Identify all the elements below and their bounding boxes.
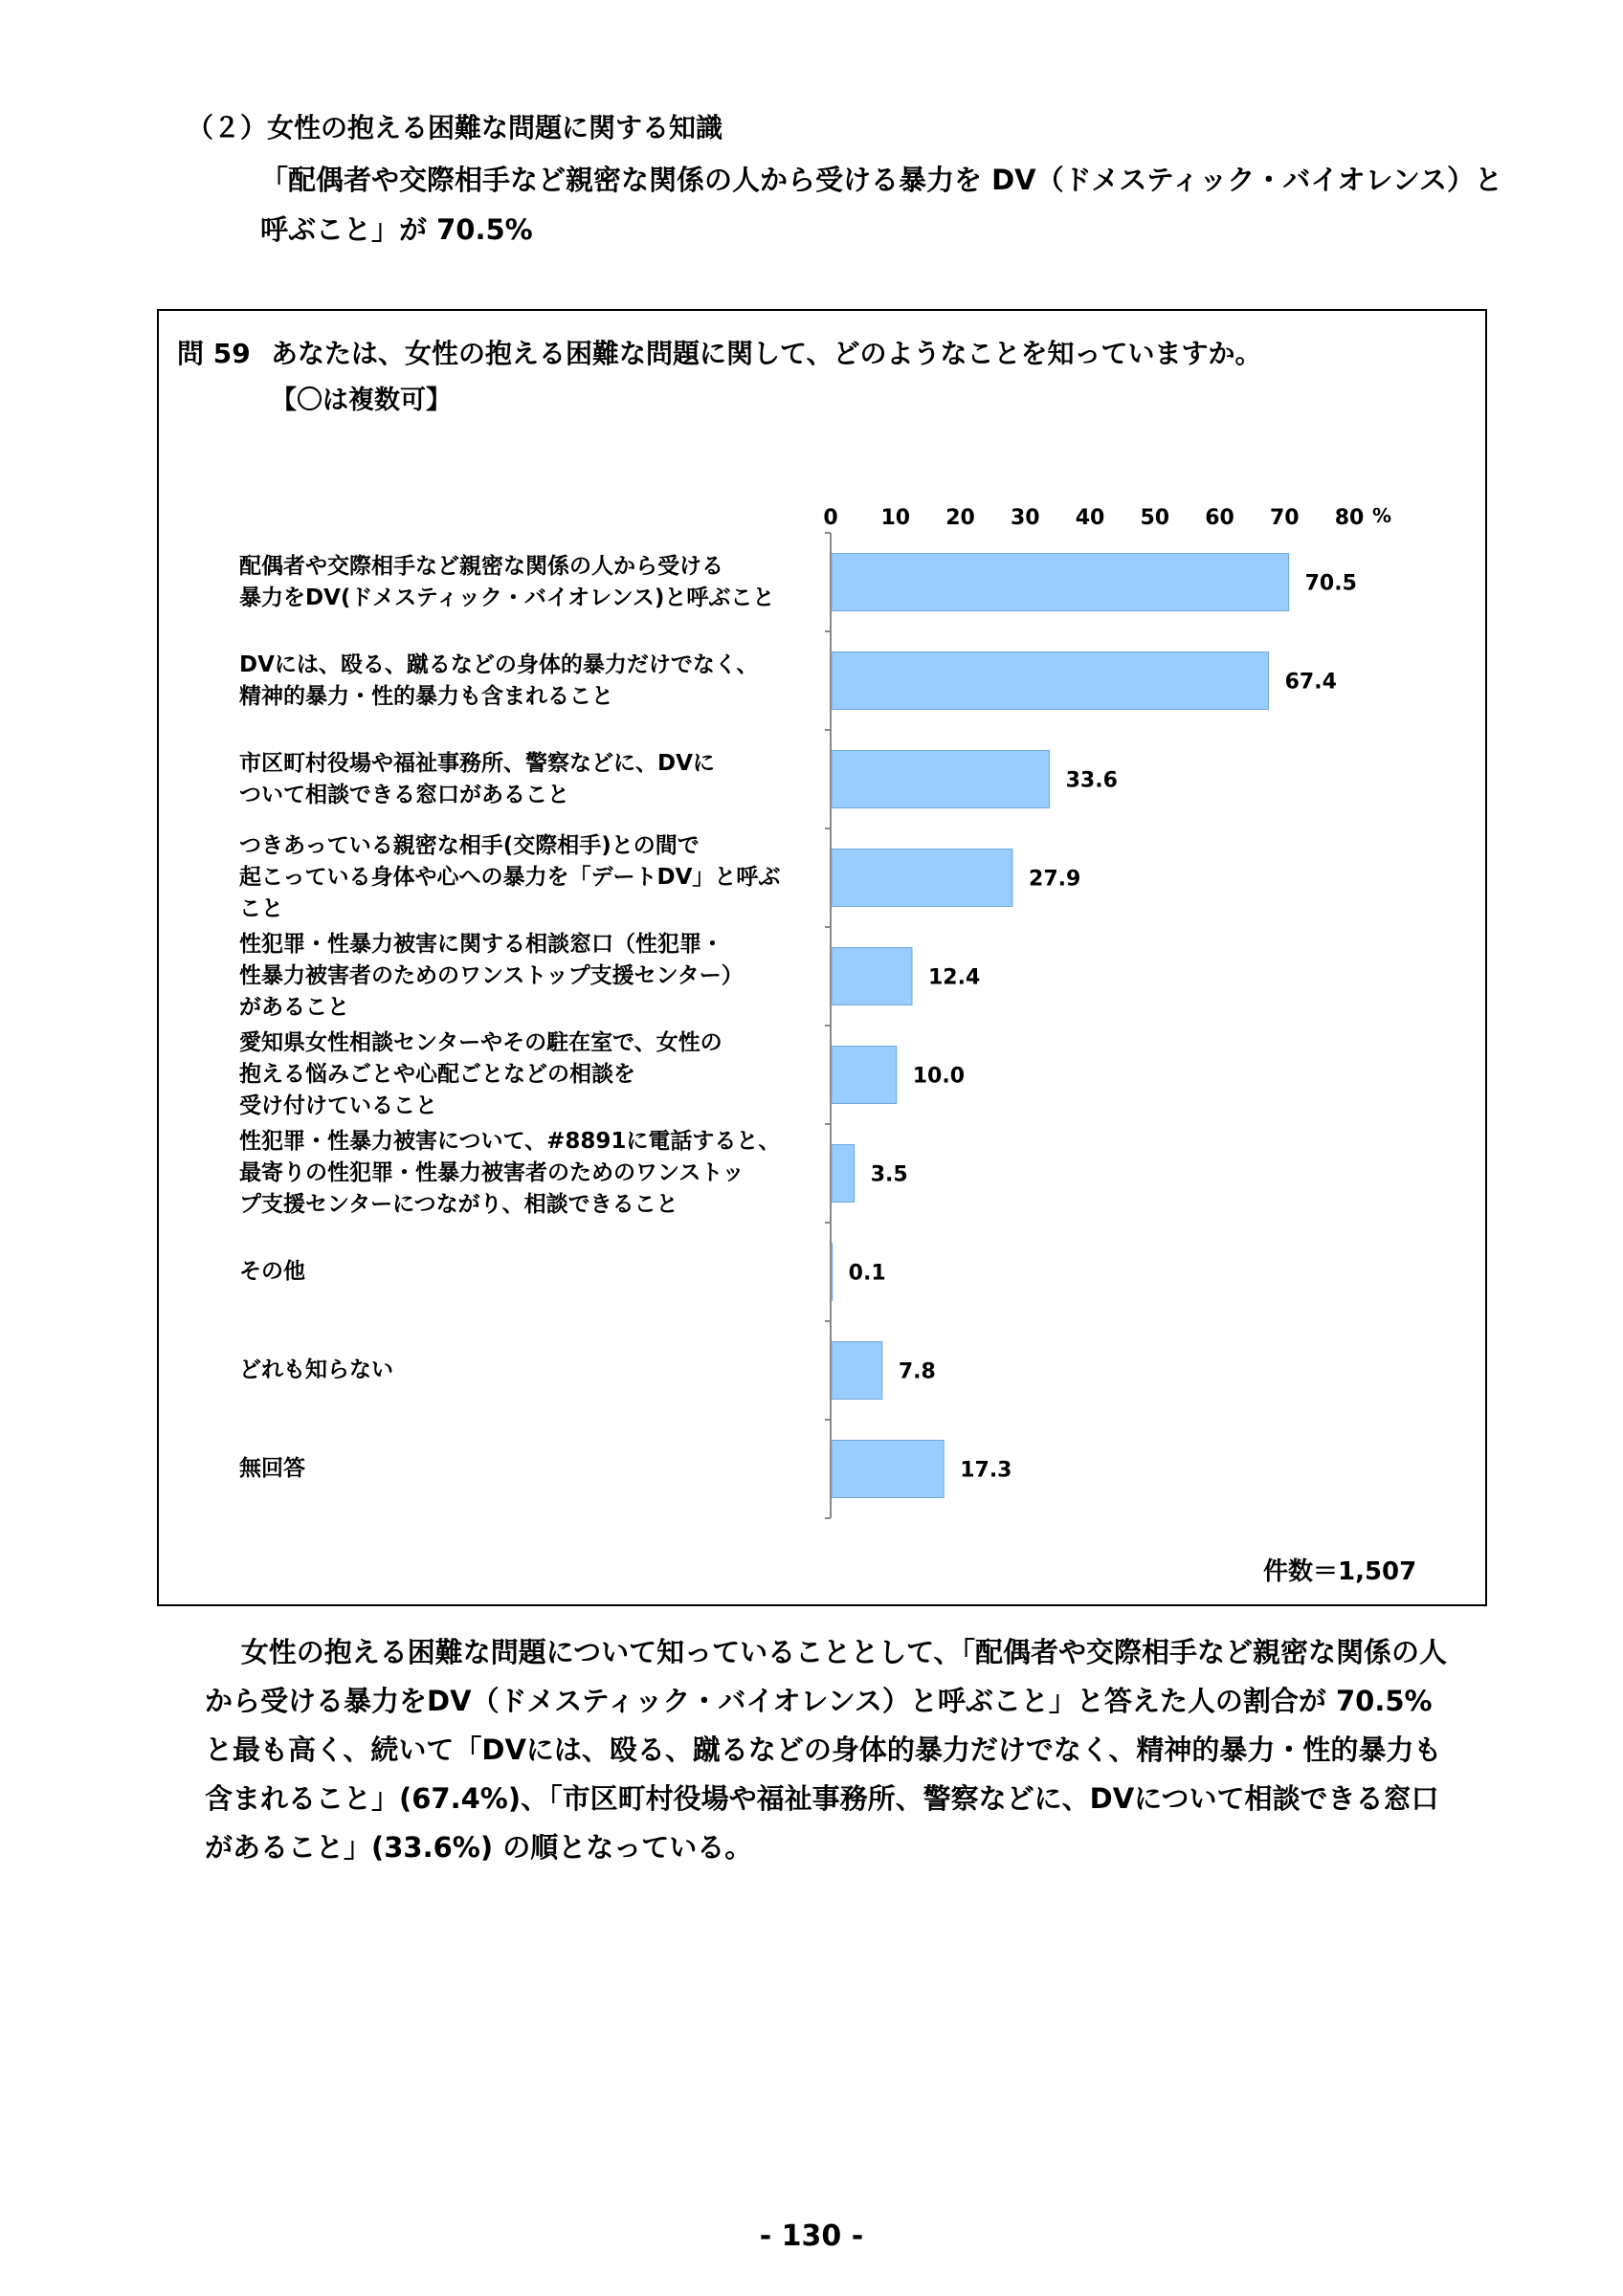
bar-value-label: 3.5 xyxy=(870,1162,908,1187)
bar-value-label: 33.6 xyxy=(1065,768,1118,793)
bar xyxy=(832,751,1050,808)
bar xyxy=(832,1047,897,1104)
bar-value-label: 27.9 xyxy=(1029,867,1081,892)
category-label: どれも知らない xyxy=(239,1358,393,1382)
bar-value-label: 7.8 xyxy=(898,1359,936,1384)
question-text: あなたは、女性の抱える困難な問題に関して、どのようなことを知っていますか。 xyxy=(271,338,1262,369)
bar-value-label: 10.0 xyxy=(912,1064,966,1089)
x-tick-label: 70 xyxy=(1269,506,1300,530)
question-note: 【〇は複数可】 xyxy=(271,386,452,415)
category-label: 市区町村役場や福祉事務所、警察などに、DVに ついて相談できる窓口があること xyxy=(239,750,715,807)
x-tick-label: 80 xyxy=(1334,506,1365,530)
question-number: 問 59 xyxy=(177,338,251,369)
result-paragraph: 女性の抱える困難な問題について知っていることとして、「配偶者や交際相手など親密な関係の人から受ける暴力をDV（ドメスティック・バイオレンス）と呼ぶこと」と答えた人の割合が 70.5% と最も高く、続いて「DVには、殴る、蹴るなどの身体的暴力だけでなく、精神的暴力・性的暴力も含まれること」(67.4%)、「市区町村役場や福祉事務所、警察などに、DVについて相談できる窓口があること」(33.6%) の順となっている。 xyxy=(205,1636,1448,1864)
x-tick-label: 30 xyxy=(1010,506,1040,530)
category-label: 性犯罪・性暴力被害について、#8891に電話すると、 最寄りの性犯罪・性暴力被害者のためのワンストッ プ支援センターにつながり、相談できること xyxy=(239,1129,781,1217)
category-label: その他 xyxy=(239,1259,305,1284)
response-count: 件数＝1,507 xyxy=(1263,1557,1417,1586)
page-number: - 130 - xyxy=(759,2219,864,2253)
category-label: 配偶者や交際相手など親密な関係の人から受ける 暴力をDV(ドメスティック・バイオレンス)と呼ぶこと xyxy=(239,553,775,610)
category-label: 無回答 xyxy=(239,1456,305,1481)
bar xyxy=(832,554,1289,611)
bar xyxy=(832,1441,944,1498)
bar-value-label: 17.3 xyxy=(960,1458,1012,1483)
section-summary: 「配偶者や交際相手など親密な関係の人から受ける暴力を DV（ドメスティック・バイオレンス）と呼ぶこと」が 70.5% xyxy=(260,164,1502,246)
bar xyxy=(832,652,1269,710)
bar xyxy=(832,1244,833,1301)
bar xyxy=(832,1342,882,1400)
section-heading: （２）女性の抱える困難な問題に関する知識 xyxy=(187,112,723,144)
bar xyxy=(832,850,1012,907)
x-tick-label: 20 xyxy=(945,506,975,530)
bar xyxy=(832,948,912,1005)
x-tick-label: 50 xyxy=(1140,506,1170,530)
bar-value-label: 0.1 xyxy=(848,1261,886,1286)
x-tick-label: 10 xyxy=(880,506,911,530)
x-tick-label: 40 xyxy=(1075,506,1105,530)
category-label: DVには、殴る、蹴るなどの身体的暴力だけでなく、 精神的暴力・性的暴力も含まれること xyxy=(239,651,759,709)
x-tick-label: 0 xyxy=(823,506,838,530)
category-label: つきあっている親密な相手(交際相手)との間で 起こっている身体や心への暴力を「デートDV」と呼ぶ こと xyxy=(239,833,781,921)
bar xyxy=(832,1145,855,1203)
x-axis-unit: % xyxy=(1372,504,1392,527)
bar-value-label: 70.5 xyxy=(1304,571,1357,596)
category-label: 性犯罪・性暴力被害に関する相談窓口（性犯罪・ 性暴力被害者のためのワンストップ支援センター） があること xyxy=(239,932,744,1020)
category-label: 愛知県女性相談センターやその駐在室で、女性の 抱える悩みごとや心配ごとなどの相談を 受け付けていること xyxy=(239,1030,723,1118)
x-tick-label: 60 xyxy=(1205,506,1234,530)
bar-value-label: 67.4 xyxy=(1284,670,1337,695)
bar-value-label: 12.4 xyxy=(928,965,981,990)
